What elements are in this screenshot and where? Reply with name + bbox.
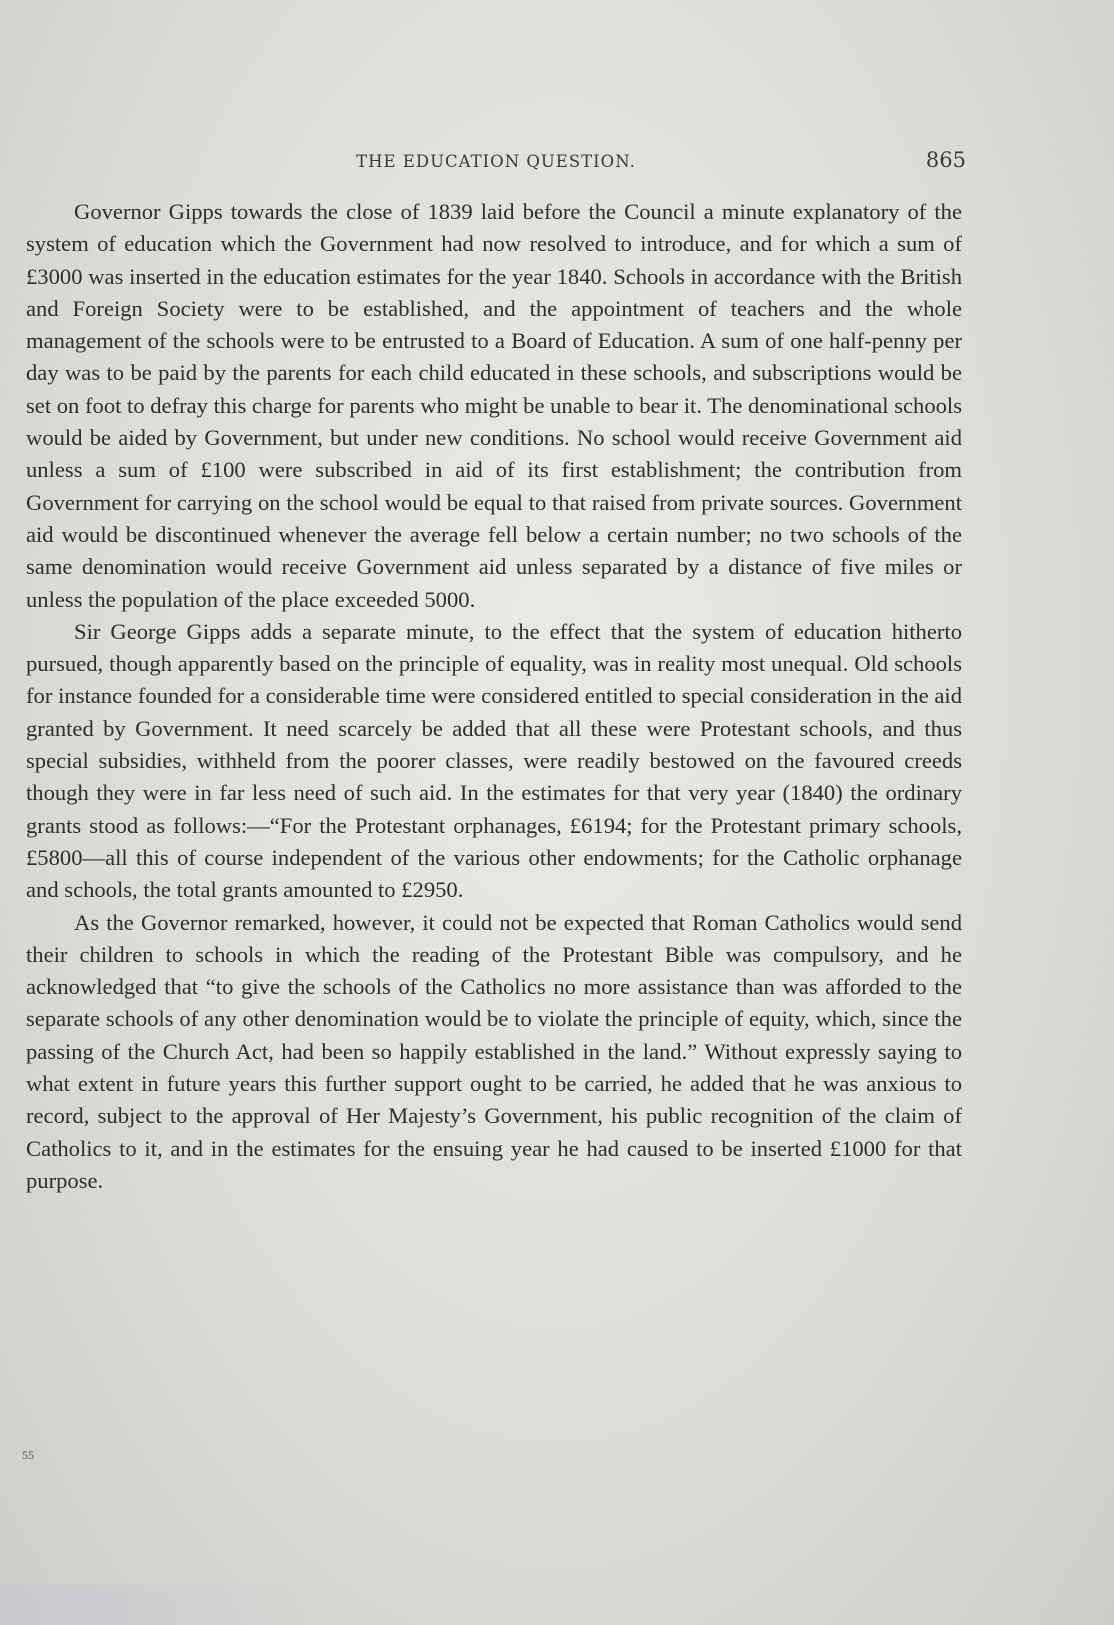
signature-mark: 55 — [22, 1448, 34, 1462]
paragraph-1: Governor Gipps towards the close of 1839 laid before the Council a minute explanatory of the system of education which the Government had now resolved to introduce, and for which a sum of £3000 was inserted in the education estimates for the year 1840. Schools in accordance with the British and Foreign Society were to be established, and the appointment of teachers and the whole management of the schools were to be entrusted to a Board of Education. A sum of one half-penny per day was to be paid by the parents for each child educated in these schools, and subscriptions would be set on foot to defray this charge for parents who might be unable to bear it. The denominational schools would be aided by Government, but under new conditions. No school would receive Government aid unless a sum of £100 were subscribed in aid of its first establishment; the contribution from Government for carrying on the school would be equal to that raised from private sources. Government aid would be discontinued whenever the average fell below a certain number; no two schools of the same denomination would receive Government aid unless separated by a distance of five miles or unless the population of the place exceeded 5000. — [26, 199, 962, 612]
body-text — [26, 196, 962, 1197]
page-number: 865 — [925, 148, 966, 172]
page-stain — [0, 1585, 320, 1625]
running-head: THE EDUCATION QUESTION. — [356, 152, 636, 171]
paragraph-2: Sir George Gipps adds a separate minute, to the effect that the system of education hitherto pursued, though apparently based on the principle of equality, was in reality most unequal. Old schools for instance founded for a considerable time were considered entitled to special consideration in the aid granted by Government. It need scarcely be added that all these were Protestant schools, and thus special subsidies, withheld from the poorer classes, were readily bestowed on the favoured creeds though they were in far less need of such aid. In the estimates for that very year (1840) the ordinary grants stood as follows:—“For the Protestant orphanages, £6194; for the Protestant primary schools, £5800—all this of course independent of the various other endowments; for the Catholic orphanage and schools, the total grants amounted to £2950. — [26, 618, 962, 903]
page-header — [26, 148, 966, 178]
paragraph-3: As the Governor remarked, however, it could not be expected that Roman Catholics would send their children to schools in which the reading of the Protestant Bible was compulsory, and he acknowledged that “to give the schools of the Catholics no more assistance than was afforded to the separate schools of any other denomination would be to violate the principle of equity, which, since the passing of the Church Act, had been so happily established in the land.” Without expressly saying to what extent in future years this further support ought to be carried, he added that he was anxious to record, subject to the approval of Her Majesty’s Government, his public recognition of the claim of Catholics to it, and in the estimates for the ensuing year he had caused to be inserted £1000 for that purpose. — [26, 909, 962, 1193]
